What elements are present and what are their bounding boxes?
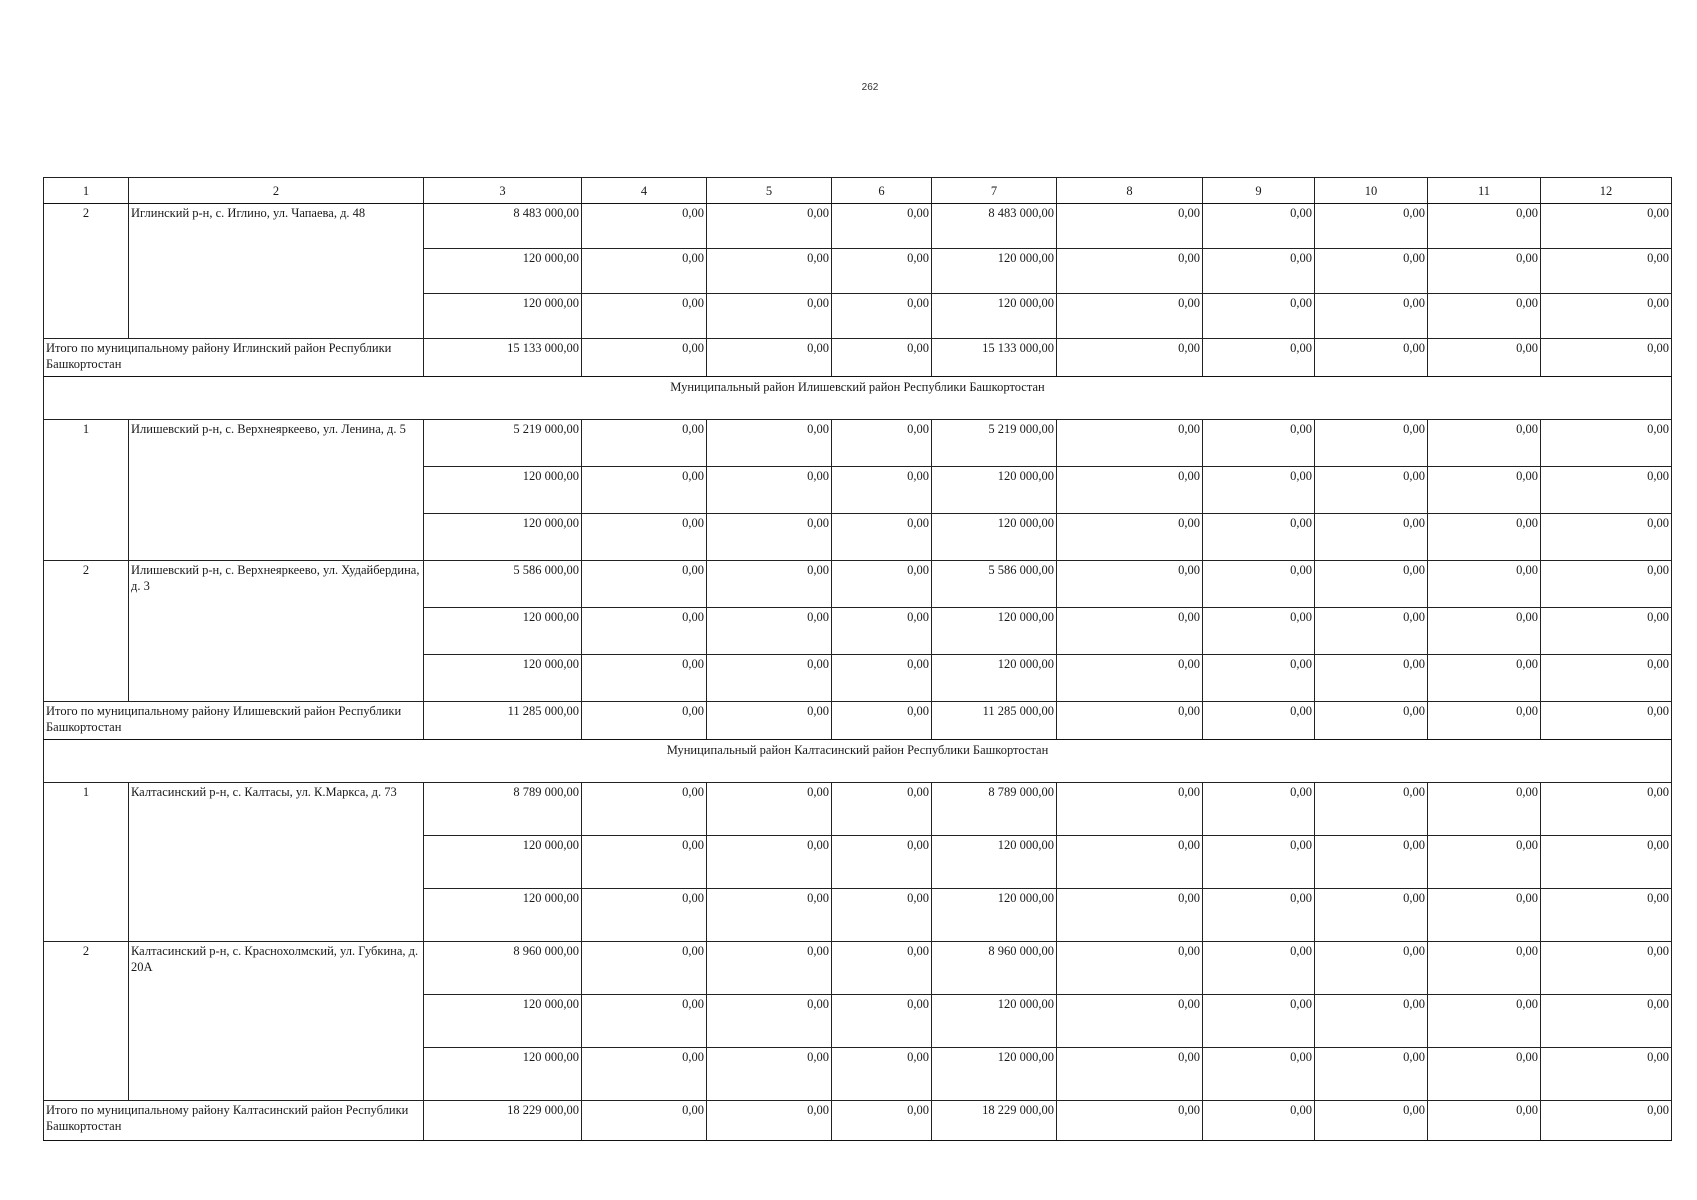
table-row — [44, 420, 1672, 467]
amount-cell: 0,00 — [1057, 1048, 1203, 1101]
amount-cell: 0,00 — [832, 836, 932, 889]
amount-cell: 120 000,00 — [424, 467, 582, 514]
budget-table-container — [43, 177, 1671, 1141]
amount-cell: 0,00 — [832, 655, 932, 702]
total-amount-cell: 0,00 — [582, 1101, 707, 1141]
total-amount-cell: 0,00 — [1057, 1101, 1203, 1141]
amount-cell: 0,00 — [1203, 1048, 1315, 1101]
object-index: 1 — [44, 420, 129, 561]
amount-cell: 0,00 — [1428, 1048, 1541, 1101]
amount-cell: 0,00 — [582, 655, 707, 702]
section-heading: Муниципальный район Калтасинский район Республики Башкортостан — [44, 740, 1672, 783]
total-amount-cell: 0,00 — [1541, 702, 1672, 740]
amount-cell: 0,00 — [1057, 249, 1203, 294]
amount-cell: 0,00 — [832, 889, 932, 942]
amount-cell: 0,00 — [1203, 608, 1315, 655]
total-amount-cell: 11 285 000,00 — [932, 702, 1057, 740]
table-row — [44, 942, 1672, 995]
amount-cell: 8 483 000,00 — [424, 204, 582, 249]
amount-cell: 0,00 — [1428, 783, 1541, 836]
section-heading-row — [44, 377, 1672, 420]
amount-cell: 0,00 — [582, 514, 707, 561]
total-row — [44, 1101, 1672, 1141]
object-address: Калтасинский р-н, с. Краснохолмский, ул. Губкина, д. 20А — [129, 942, 424, 1101]
section-heading-row — [44, 740, 1672, 783]
amount-cell: 0,00 — [1541, 249, 1672, 294]
total-amount-cell: 0,00 — [1315, 1101, 1428, 1141]
amount-cell: 0,00 — [1203, 836, 1315, 889]
object-index: 2 — [44, 942, 129, 1101]
amount-cell: 0,00 — [1057, 608, 1203, 655]
amount-cell: 0,00 — [832, 995, 932, 1048]
amount-cell: 0,00 — [1057, 836, 1203, 889]
amount-cell: 0,00 — [1428, 655, 1541, 702]
amount-cell: 0,00 — [707, 467, 832, 514]
amount-cell: 0,00 — [1428, 420, 1541, 467]
amount-cell: 120 000,00 — [932, 467, 1057, 514]
column-number: 9 — [1203, 178, 1315, 204]
table-body — [44, 178, 1672, 1141]
amount-cell: 120 000,00 — [932, 249, 1057, 294]
total-amount-cell: 0,00 — [1203, 702, 1315, 740]
total-amount-cell: 0,00 — [582, 702, 707, 740]
amount-cell: 0,00 — [1203, 942, 1315, 995]
amount-cell: 0,00 — [707, 995, 832, 1048]
object-index: 2 — [44, 561, 129, 702]
amount-cell: 0,00 — [1541, 204, 1672, 249]
amount-cell: 0,00 — [1315, 836, 1428, 889]
amount-cell: 0,00 — [832, 608, 932, 655]
amount-cell: 120 000,00 — [932, 608, 1057, 655]
total-amount-cell: 0,00 — [1428, 339, 1541, 377]
amount-cell: 0,00 — [582, 889, 707, 942]
amount-cell: 0,00 — [1203, 561, 1315, 608]
amount-cell: 0,00 — [1203, 514, 1315, 561]
amount-cell: 0,00 — [582, 783, 707, 836]
amount-cell: 0,00 — [1315, 889, 1428, 942]
amount-cell: 0,00 — [1315, 514, 1428, 561]
amount-cell: 0,00 — [1203, 467, 1315, 514]
amount-cell: 120 000,00 — [424, 294, 582, 339]
total-amount-cell: 0,00 — [1428, 702, 1541, 740]
total-row — [44, 702, 1672, 740]
amount-cell: 0,00 — [1428, 608, 1541, 655]
total-amount-cell: 0,00 — [707, 1101, 832, 1141]
amount-cell: 0,00 — [707, 294, 832, 339]
amount-cell: 0,00 — [832, 294, 932, 339]
amount-cell: 0,00 — [832, 942, 932, 995]
amount-cell: 0,00 — [1315, 249, 1428, 294]
total-amount-cell: 18 229 000,00 — [424, 1101, 582, 1141]
amount-cell: 0,00 — [1315, 467, 1428, 514]
amount-cell: 0,00 — [1315, 608, 1428, 655]
amount-cell: 0,00 — [582, 294, 707, 339]
amount-cell: 120 000,00 — [424, 249, 582, 294]
amount-cell: 8 789 000,00 — [932, 783, 1057, 836]
amount-cell: 0,00 — [1315, 204, 1428, 249]
amount-cell: 120 000,00 — [424, 889, 582, 942]
amount-cell: 0,00 — [1315, 294, 1428, 339]
amount-cell: 0,00 — [1428, 561, 1541, 608]
amount-cell: 0,00 — [1428, 942, 1541, 995]
object-address: Илишевский р-н, с. Верхнеяркеево, ул. Ленина, д. 5 — [129, 420, 424, 561]
amount-cell: 0,00 — [582, 942, 707, 995]
amount-cell: 0,00 — [832, 420, 932, 467]
column-number: 7 — [932, 178, 1057, 204]
amount-cell: 120 000,00 — [424, 514, 582, 561]
amount-cell: 0,00 — [707, 1048, 832, 1101]
total-amount-cell: 18 229 000,00 — [932, 1101, 1057, 1141]
total-amount-cell: 0,00 — [1057, 702, 1203, 740]
amount-cell: 0,00 — [1541, 783, 1672, 836]
amount-cell: 120 000,00 — [424, 836, 582, 889]
object-address: Калтасинский р-н, с. Калтасы, ул. К.Маркса, д. 73 — [129, 783, 424, 942]
column-number: 12 — [1541, 178, 1672, 204]
table-row — [44, 561, 1672, 608]
amount-cell: 0,00 — [707, 608, 832, 655]
amount-cell: 0,00 — [582, 467, 707, 514]
amount-cell: 0,00 — [1541, 836, 1672, 889]
total-label: Итого по муниципальному району Иглинский район Республики Башкортостан — [44, 339, 424, 377]
amount-cell: 0,00 — [582, 420, 707, 467]
amount-cell: 0,00 — [1057, 783, 1203, 836]
amount-cell: 120 000,00 — [424, 995, 582, 1048]
amount-cell: 8 789 000,00 — [424, 783, 582, 836]
amount-cell: 0,00 — [707, 204, 832, 249]
amount-cell: 0,00 — [1315, 1048, 1428, 1101]
amount-cell: 0,00 — [1057, 467, 1203, 514]
amount-cell: 0,00 — [1203, 783, 1315, 836]
amount-cell: 0,00 — [1541, 942, 1672, 995]
total-label: Итого по муниципальному району Илишевский район Республики Башкортостан — [44, 702, 424, 740]
amount-cell: 0,00 — [1541, 294, 1672, 339]
total-amount-cell: 0,00 — [1203, 339, 1315, 377]
amount-cell: 0,00 — [1315, 420, 1428, 467]
amount-cell: 120 000,00 — [424, 655, 582, 702]
amount-cell: 0,00 — [1541, 561, 1672, 608]
amount-cell: 0,00 — [1541, 514, 1672, 561]
amount-cell: 0,00 — [832, 514, 932, 561]
amount-cell: 0,00 — [1203, 420, 1315, 467]
amount-cell: 0,00 — [1428, 995, 1541, 1048]
total-amount-cell: 0,00 — [1315, 702, 1428, 740]
total-amount-cell: 0,00 — [1541, 1101, 1672, 1141]
amount-cell: 0,00 — [582, 249, 707, 294]
total-amount-cell: 0,00 — [707, 339, 832, 377]
object-address: Илишевский р-н, с. Верхнеяркеево, ул. Худайбердина, д. 3 — [129, 561, 424, 702]
amount-cell: 120 000,00 — [932, 995, 1057, 1048]
amount-cell: 8 960 000,00 — [424, 942, 582, 995]
total-amount-cell: 0,00 — [832, 339, 932, 377]
column-number: 3 — [424, 178, 582, 204]
section-heading: Муниципальный район Илишевский район Республики Башкортостан — [44, 377, 1672, 420]
total-amount-cell: 0,00 — [1541, 339, 1672, 377]
amount-cell: 0,00 — [707, 942, 832, 995]
amount-cell: 0,00 — [1203, 204, 1315, 249]
total-amount-cell: 0,00 — [832, 1101, 932, 1141]
amount-cell: 0,00 — [832, 561, 932, 608]
amount-cell: 0,00 — [1203, 294, 1315, 339]
amount-cell: 0,00 — [1315, 995, 1428, 1048]
amount-cell: 0,00 — [832, 467, 932, 514]
total-amount-cell: 0,00 — [832, 702, 932, 740]
amount-cell: 120 000,00 — [424, 608, 582, 655]
amount-cell: 5 219 000,00 — [932, 420, 1057, 467]
amount-cell: 0,00 — [832, 1048, 932, 1101]
table-row — [44, 204, 1672, 249]
amount-cell: 0,00 — [1428, 836, 1541, 889]
amount-cell: 0,00 — [1203, 655, 1315, 702]
amount-cell: 0,00 — [1057, 514, 1203, 561]
amount-cell: 0,00 — [1057, 294, 1203, 339]
amount-cell: 0,00 — [582, 561, 707, 608]
amount-cell: 0,00 — [1057, 995, 1203, 1048]
total-label: Итого по муниципальному району Калтасинский район Республики Башкортостан — [44, 1101, 424, 1141]
column-number: 5 — [707, 178, 832, 204]
object-address: Иглинский р-н, с. Иглино, ул. Чапаева, д. 48 — [129, 204, 424, 339]
amount-cell: 0,00 — [1541, 995, 1672, 1048]
total-amount-cell: 0,00 — [1203, 1101, 1315, 1141]
amount-cell: 5 586 000,00 — [424, 561, 582, 608]
amount-cell: 0,00 — [1541, 1048, 1672, 1101]
total-amount-cell: 0,00 — [582, 339, 707, 377]
amount-cell: 120 000,00 — [932, 655, 1057, 702]
amount-cell: 0,00 — [1057, 561, 1203, 608]
amount-cell: 0,00 — [582, 608, 707, 655]
amount-cell: 0,00 — [1057, 420, 1203, 467]
amount-cell: 0,00 — [1057, 942, 1203, 995]
amount-cell: 8 483 000,00 — [932, 204, 1057, 249]
total-amount-cell: 15 133 000,00 — [932, 339, 1057, 377]
amount-cell: 0,00 — [1541, 420, 1672, 467]
amount-cell: 0,00 — [1428, 294, 1541, 339]
amount-cell: 0,00 — [707, 836, 832, 889]
amount-cell: 0,00 — [1428, 467, 1541, 514]
amount-cell: 0,00 — [832, 204, 932, 249]
amount-cell: 0,00 — [707, 249, 832, 294]
column-number: 10 — [1315, 178, 1428, 204]
amount-cell: 0,00 — [707, 889, 832, 942]
amount-cell: 120 000,00 — [932, 889, 1057, 942]
amount-cell: 0,00 — [1203, 889, 1315, 942]
amount-cell: 0,00 — [707, 783, 832, 836]
total-amount-cell: 0,00 — [1315, 339, 1428, 377]
amount-cell: 0,00 — [707, 420, 832, 467]
amount-cell: 0,00 — [1428, 889, 1541, 942]
total-amount-cell: 15 133 000,00 — [424, 339, 582, 377]
amount-cell: 120 000,00 — [932, 294, 1057, 339]
total-amount-cell: 0,00 — [1428, 1101, 1541, 1141]
amount-cell: 0,00 — [1203, 249, 1315, 294]
column-number: 11 — [1428, 178, 1541, 204]
total-amount-cell: 0,00 — [707, 702, 832, 740]
amount-cell: 0,00 — [1315, 942, 1428, 995]
column-number-row — [44, 178, 1672, 204]
amount-cell: 0,00 — [1057, 204, 1203, 249]
amount-cell: 0,00 — [1541, 655, 1672, 702]
object-index: 2 — [44, 204, 129, 339]
amount-cell: 0,00 — [582, 836, 707, 889]
amount-cell: 0,00 — [1428, 249, 1541, 294]
amount-cell: 120 000,00 — [932, 514, 1057, 561]
column-number: 4 — [582, 178, 707, 204]
amount-cell: 0,00 — [707, 514, 832, 561]
amount-cell: 0,00 — [832, 249, 932, 294]
amount-cell: 0,00 — [1057, 889, 1203, 942]
table-row — [44, 783, 1672, 836]
amount-cell: 0,00 — [1315, 561, 1428, 608]
amount-cell: 0,00 — [1057, 655, 1203, 702]
amount-cell: 0,00 — [1315, 783, 1428, 836]
total-row — [44, 339, 1672, 377]
amount-cell: 120 000,00 — [932, 836, 1057, 889]
column-number: 8 — [1057, 178, 1203, 204]
amount-cell: 0,00 — [707, 561, 832, 608]
amount-cell: 0,00 — [582, 995, 707, 1048]
amount-cell: 0,00 — [707, 655, 832, 702]
amount-cell: 0,00 — [1315, 655, 1428, 702]
column-number: 2 — [129, 178, 424, 204]
budget-table — [43, 177, 1672, 1141]
amount-cell: 0,00 — [1428, 204, 1541, 249]
amount-cell: 5 219 000,00 — [424, 420, 582, 467]
amount-cell: 0,00 — [1428, 514, 1541, 561]
amount-cell: 0,00 — [1541, 889, 1672, 942]
total-amount-cell: 0,00 — [1057, 339, 1203, 377]
amount-cell: 0,00 — [1541, 608, 1672, 655]
page-number: 262 — [861, 82, 879, 93]
amount-cell: 5 586 000,00 — [932, 561, 1057, 608]
amount-cell: 0,00 — [582, 1048, 707, 1101]
amount-cell: 0,00 — [1203, 995, 1315, 1048]
amount-cell: 120 000,00 — [424, 1048, 582, 1101]
object-index: 1 — [44, 783, 129, 942]
total-amount-cell: 11 285 000,00 — [424, 702, 582, 740]
amount-cell: 0,00 — [1541, 467, 1672, 514]
amount-cell: 0,00 — [582, 204, 707, 249]
column-number: 6 — [832, 178, 932, 204]
column-number: 1 — [44, 178, 129, 204]
amount-cell: 0,00 — [832, 783, 932, 836]
amount-cell: 120 000,00 — [932, 1048, 1057, 1101]
amount-cell: 8 960 000,00 — [932, 942, 1057, 995]
